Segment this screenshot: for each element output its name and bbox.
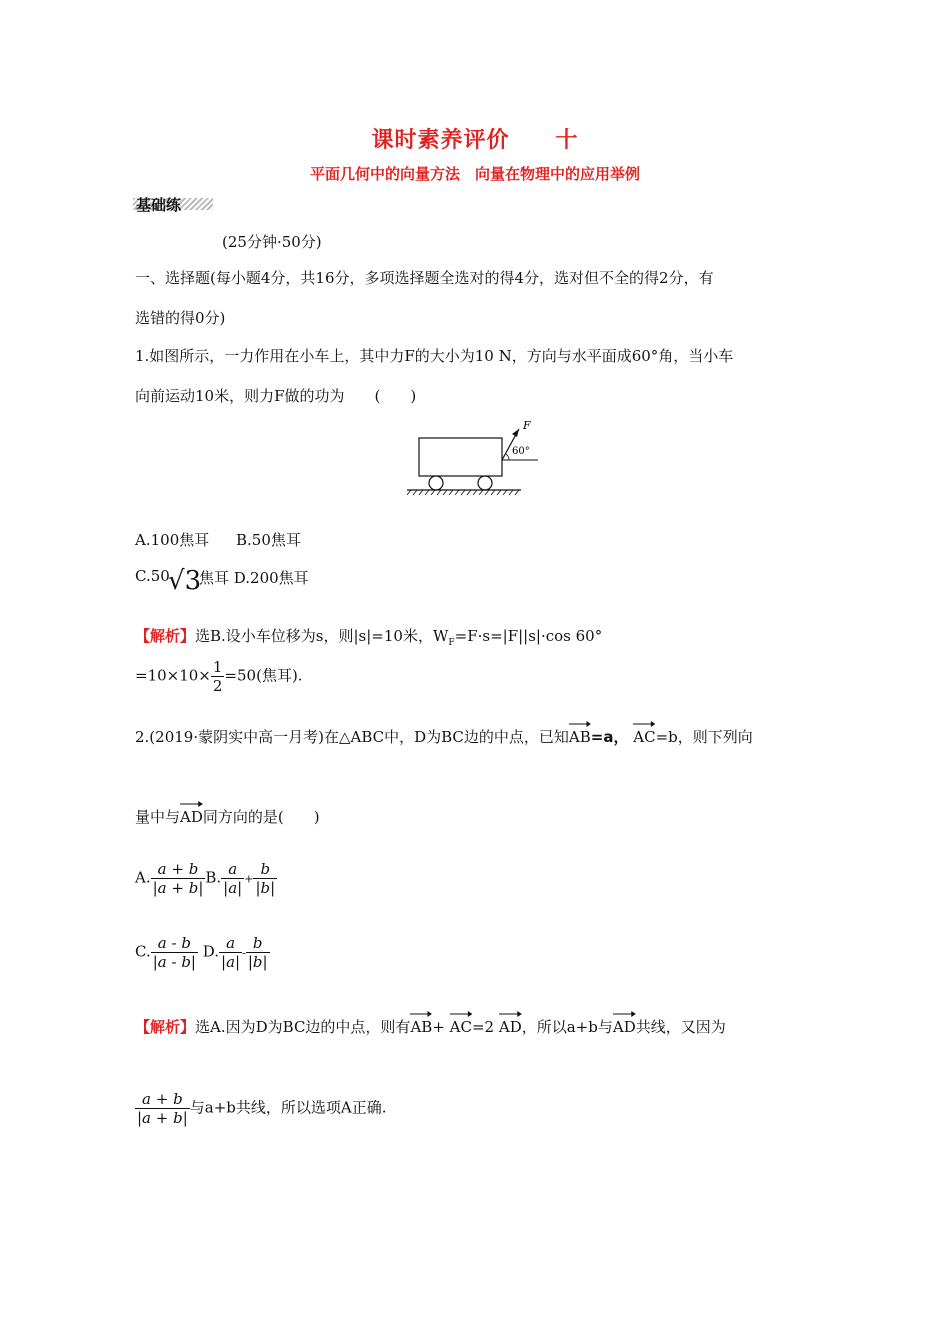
q2-option-b-operator: + xyxy=(244,872,254,886)
vector-ab-label: AB xyxy=(410,1018,433,1036)
angle-arc xyxy=(506,454,509,460)
q2-eq-b: =b，则下列向 xyxy=(655,728,753,746)
q1-analysis-text-2b: =50(焦耳). xyxy=(224,666,303,685)
force-label: F xyxy=(523,419,531,432)
q2-option-b-label: B. xyxy=(205,868,222,887)
fraction-denominator: |a + b| xyxy=(152,879,204,897)
q2-option-d-label: D. xyxy=(202,942,220,961)
q2-option-c-fraction xyxy=(151,934,198,971)
analysis-tag: 【解析】 xyxy=(135,1018,196,1036)
analysis-tag: 【解析】 xyxy=(135,627,196,645)
q2-analysis-text-b: ，所以a+b与 xyxy=(521,1018,613,1036)
ground-hatch xyxy=(407,490,519,495)
q1-analysis-text-1b: =F·s=|F||s|·cos 60° xyxy=(454,627,603,645)
fraction-denominator: |a| xyxy=(221,953,241,971)
vector-ad-label: AD xyxy=(180,808,203,826)
fraction-numerator: 1 xyxy=(212,658,223,676)
q1-option-a: A.100焦耳 xyxy=(135,531,210,549)
cart-wheel-left xyxy=(429,476,443,490)
fraction-numerator: a xyxy=(221,860,244,879)
cart-body xyxy=(419,438,502,476)
q2-analysis-line-2 xyxy=(135,1090,386,1127)
q2-option-a-label: A. xyxy=(135,868,151,887)
time-score: (25分钟·50分) xyxy=(222,233,322,251)
q1-option-c-prefix: C.50 xyxy=(135,567,170,585)
q2-text-2a: 量中与 xyxy=(135,808,181,826)
q1-option-c xyxy=(135,567,170,585)
q1-analysis-text-2a: =10×10× xyxy=(135,666,211,685)
q2-option-a-fraction xyxy=(151,860,206,897)
cart-figure xyxy=(405,415,545,495)
fraction-denominator: |b| xyxy=(255,879,276,897)
fraction-numerator: a + b xyxy=(151,860,206,879)
fraction-denominator: |a| xyxy=(223,879,243,897)
force-arrowhead xyxy=(512,429,519,437)
q2-option-d-fraction-1 xyxy=(219,934,242,971)
fraction-one-half xyxy=(211,658,225,695)
q2-option-b-fraction-1 xyxy=(221,860,244,897)
vector-ac-label: AC xyxy=(633,728,656,746)
fraction-denominator: |b| xyxy=(247,953,268,971)
q2-line-1 xyxy=(135,720,753,747)
fraction-denominator: 2 xyxy=(212,677,223,695)
vector-ad-label: AD xyxy=(612,1018,636,1036)
page-subtitle: 平面几何中的向量方法 向量在物理中的应用举例 xyxy=(309,165,640,183)
fraction-numerator: a xyxy=(219,934,242,953)
q2-analysis-fraction xyxy=(135,1090,190,1127)
fraction-numerator: a - b xyxy=(151,934,198,953)
q1-line-1: 1.如图所示，一力作用在小车上，其中力F的大小为10 N，方向与水平面成60°角，当小车 xyxy=(135,347,734,365)
intro-line-2: 选错的得0分) xyxy=(135,309,226,327)
q2-text-2b: 同方向的是( ) xyxy=(202,808,320,826)
fraction-denominator: |a - b| xyxy=(152,953,196,971)
intro-line-1: 一、选择题(每小题4分，共16分，多项选择题全选对的得4分，选对但不全的得2分，有 xyxy=(135,269,714,287)
angle-label: 60° xyxy=(512,446,530,457)
fraction-numerator: b xyxy=(246,934,270,953)
vector-ab xyxy=(410,1010,432,1036)
vector-ad xyxy=(613,1010,636,1036)
q1-option-b: B.50焦耳 xyxy=(236,531,301,549)
q2-option-b-fraction-2 xyxy=(253,860,277,897)
sqrt3-symbol: √3 xyxy=(168,566,202,596)
fraction-numerator: a + b xyxy=(135,1090,190,1109)
page-title: 课时素养评价 十 xyxy=(371,127,579,153)
q2-analysis-text-2: 与a+b共线，所以选项A正确. xyxy=(189,1098,387,1117)
q2-analysis-eq2: =2 xyxy=(471,1018,495,1036)
q2-analysis-text-c: 共线，又因为 xyxy=(635,1018,726,1036)
q1-line-2: 向前运动10米，则力F做的功为 ( ) xyxy=(135,387,417,405)
section-banner xyxy=(133,194,213,214)
vector-ab xyxy=(569,720,591,746)
q1-analysis-line-2 xyxy=(135,658,303,695)
q1-analysis-subscript: F xyxy=(448,638,455,648)
q2-analysis-text-a: 选A.因为D为BC边的中点，则有 xyxy=(195,1018,411,1036)
q1-analysis xyxy=(135,625,602,648)
vector-ac xyxy=(633,720,655,746)
q2-eq-a: =a， xyxy=(590,728,629,746)
q2-option-d-operator: - xyxy=(242,946,246,960)
q2-option-c-label: C. xyxy=(135,942,151,961)
q1-analysis-text-1: 选B.设小车位移为s，则|s|=10米，W xyxy=(195,627,449,645)
fraction-denominator: |a + b| xyxy=(137,1109,188,1127)
q2-analysis xyxy=(135,1010,726,1037)
vector-ac-label: AC xyxy=(449,1018,472,1036)
q1-option-c-d: 焦耳 D.200焦耳 xyxy=(199,569,309,587)
cart-wheel-right xyxy=(478,476,492,490)
section-label: 基础练 xyxy=(136,196,182,214)
q2-option-d-fraction-2 xyxy=(246,934,270,971)
vector-ad-label: AD xyxy=(498,1018,522,1036)
vector-ac xyxy=(450,1010,472,1036)
vector-ad xyxy=(180,800,203,826)
vector-ad xyxy=(499,1010,522,1036)
q2-analysis-plus: + xyxy=(432,1018,445,1036)
fraction-numerator: b xyxy=(253,860,277,879)
vector-ab-label: AB xyxy=(568,728,591,746)
q2-text-1a: 2.(2019·蒙阴实中高一月考)在△ABC中，D为BC边的中点，已知 xyxy=(135,728,569,746)
q2-line-2 xyxy=(135,800,320,827)
q2-options-ab xyxy=(135,860,277,897)
q2-options-cd xyxy=(135,934,270,971)
